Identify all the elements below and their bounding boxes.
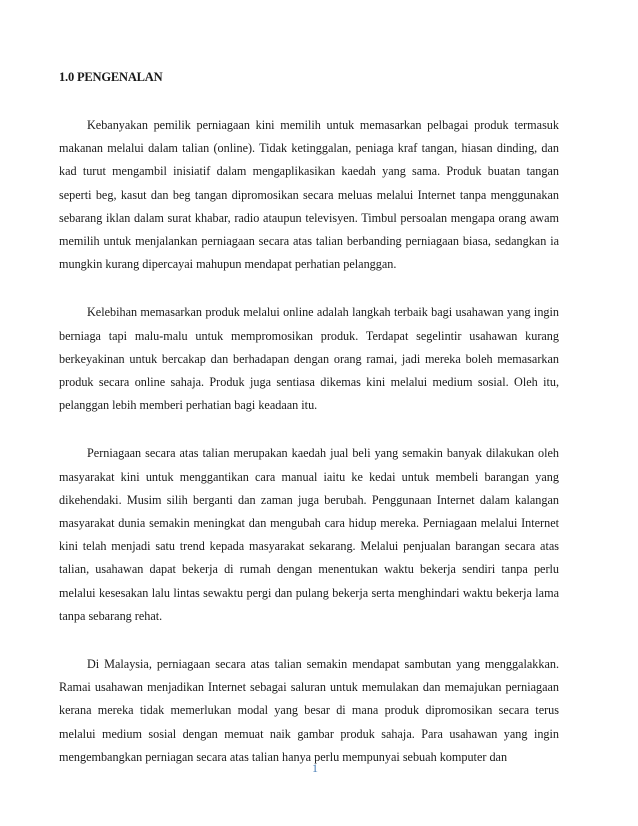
paragraph-2: Kelebihan memasarkan produk melalui online adalah langkah terbaik bagi usahawan yang ingin berniaga tapi malu-malu untuk mempromosikan produk. Terdapat segelintir usahawan kurang berkeyakinan untuk bercakap dan berhadapan dengan orang ramai, jadi mereka boleh memasarkan produk secara online sahaja. Produk juga sentiasa dikemas kini melalui medium sosial. Oleh itu, pelanggan lebih memberi perhatian bagi keadaan itu. <box>59 305 559 413</box>
paragraph-3: Perniagaan secara atas talian merupakan kaedah jual beli yang semakin banyak dilakukan oleh masyarakat kini untuk menggantikan cara manual iaitu ke kedai untuk membeli barangan yang dikehendaki. Musim silih berganti dan zaman juga berubah. Penggunaan Internet dalam kalangan masyarakat dunia semakin meningkat dan mengubah cara hidup mereka. Perniagaan melalui Internet kini telah menjadi satu trend kepada masyarakat sekarang. Melalui penjualan barangan secara atas talian, usahawan dapat bekerja di rumah dengan menentukan waktu bekerja sendiri tanpa perlu melalui kesesakan lalu lintas sewaktu pergi dan pulang bekerja serta menghindari waktu bekerja lama tanpa sebarang rehat. <box>59 446 559 623</box>
paragraph-1: Kebanyakan pemilik perniagaan kini memilih untuk memasarkan pelbagai produk termasuk makanan melalui dalam talian (online). Tidak ketinggalan, peniaga kraf tangan, hiasan dinding, dan kad turut mengambil inisiatif dalam mengaplikasikan kaedah yang sama. Produk buatan tangan seperti beg, kasut dan beg tangan dipromosikan secara meluas melalui Internet tanpa menggunakan sebarang iklan dalam surat khabar, radio ataupun televisyen. Timbul persoalan mengapa orang awam memilih untuk menjalankan perniagaan secara atas talian berbanding perniagaan biasa, sedangkan ia mungkin kurang dipercayai mahupun mendapat perhatian pelanggan. <box>59 118 559 272</box>
section-heading: 1.0 PENGENALAN <box>59 70 163 84</box>
body-text <box>59 114 559 794</box>
page-number: 1 <box>312 761 318 775</box>
paragraph-4: Di Malaysia, perniagaan secara atas talian semakin mendapat sambutan yang menggalakkan. Ramai usahawan menjadikan Internet sebagai saluran untuk memulakan dan memajukan perniagaan kerana mereka tidak memerlukan modal yang besar di mana produk dipromosikan secara terus melalui medium sosial dengan memuat naik gambar produk sahaja. Para usahawan yang ingin mengembangkan perniagan secara atas talian hanya perlu mempunyai sebuah komputer dan <box>59 657 559 764</box>
